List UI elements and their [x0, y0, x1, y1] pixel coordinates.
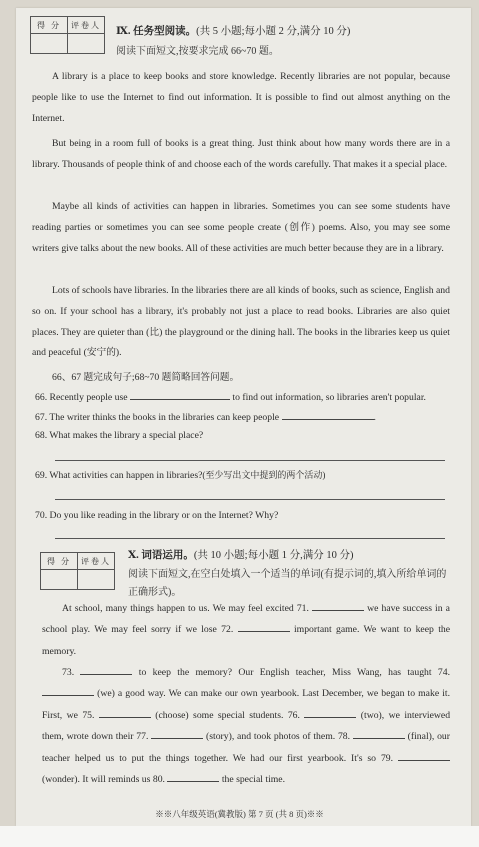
answer-blank-75[interactable] — [99, 707, 151, 718]
section-10-instruction: 阅读下面短文,在空白处填入一个适当的单词(有提示词的,填入所给单词的 — [128, 569, 447, 580]
answer-line-68[interactable] — [55, 460, 445, 461]
answer-blank-80[interactable] — [167, 771, 219, 782]
question-66: 66. Recently people use to find out information, so libraries aren't popular. — [35, 389, 426, 403]
cloze-paragraph-2: 73. to keep the memory? Our English teacher, Miss Wang, has taught 74. (we) a good way. We can make our own yearbook. Last December, we began to make it. First, we 75. (choose) some special students. 76. (two), we interviewed them, wrote down their 77. (story), and took photos of them. 78. (final), our teacher helped us to put the things together. We had our first yearbook. It's so 79. (wonder). It will reminds us 80. the special time. — [42, 662, 450, 790]
answer-line-70[interactable] — [55, 538, 445, 539]
answer-blank-76[interactable] — [304, 707, 356, 718]
question-70: 70. Do you like reading in the library or on the Internet? Why? — [35, 510, 279, 521]
grader-cell[interactable] — [78, 570, 115, 590]
section-9-title: Ⅸ. 任务型阅读。(共 5 小题;每小题 2 分,满分 10 分) — [116, 26, 351, 37]
answer-line-69[interactable] — [55, 499, 445, 500]
answer-blank-67[interactable] — [282, 409, 374, 420]
score-cell[interactable] — [31, 34, 68, 54]
answer-blank-66[interactable] — [130, 389, 230, 400]
score-box-section-9 — [30, 16, 105, 54]
passage-paragraph: Lots of schools have libraries. In the libraries there are all kinds of books, such as science, English and so on. If your school has a library, it's probably not just a place to read books. Libraries are also quiet places. They are quieter than (比) the playground or the dining hall. The books in the libraries keep us quiet and peaceful (安宁的). — [32, 285, 450, 359]
answer-blank-74[interactable] — [42, 685, 94, 696]
score-label: 得 分 — [41, 553, 78, 570]
question-69: 69. What activities can happen in libraries?(至少写出文中提到的两个活动) — [35, 470, 326, 481]
task-note: 66、67 题完成句子;68~70 题简略回答问题。 — [52, 372, 240, 383]
section-9-instruction: 阅读下面短文,按要求完成 66~70 题。 — [116, 46, 279, 57]
question-68: 68. What makes the library a special place? — [35, 430, 204, 441]
passage-paragraph: A library is a place to keep books and store knowledge. Recently libraries are not popular, because people like to use the Internet to find out information. It is possible to find out almost anything on the Internet. — [32, 71, 450, 124]
answer-blank-78[interactable] — [353, 728, 405, 739]
grader-label: 评卷人 — [68, 17, 105, 34]
question-67: 67. The writer thinks the books in the libraries can keep people . — [35, 409, 376, 423]
cloze-paragraph-1: At school, many things happen to us. We may feel excited 71. we have success in a school play. We may feel sorry if we lose 72. important game. We want to keep the memory. — [42, 598, 450, 662]
answer-blank-72[interactable] — [238, 621, 290, 632]
page-footer: ※※八年级英语(冀教版) 第 7 页 (共 8 页)※※ — [155, 809, 324, 819]
answer-blank-79[interactable] — [398, 750, 450, 761]
grader-cell[interactable] — [68, 34, 105, 54]
score-label: 得 分 — [31, 17, 68, 34]
passage-paragraph: Maybe all kinds of activities can happen in libraries. Sometimes you can see some students have reading parties or sometimes you can see some people create (创作) poems. Also, you may see some writers give talks about the new books. All of these activities are much better because they are in a library. — [32, 201, 450, 254]
grader-label: 评卷人 — [78, 553, 115, 570]
score-cell[interactable] — [41, 570, 78, 590]
answer-blank-77[interactable] — [151, 728, 203, 739]
passage-paragraph: But being in a room full of books is a great thing. Just think about how many words there are in a library. Thousands of people think of and choose each of the words carefully. That makes it a special place. — [32, 138, 450, 170]
answer-blank-73[interactable] — [80, 664, 132, 675]
section-10-instruction: 正确形式)。 — [128, 587, 182, 598]
section-10-title: Ⅹ. 词语运用。(共 10 小题;每小题 1 分,满分 10 分) — [128, 550, 354, 561]
bottom-margin — [0, 826, 479, 847]
answer-blank-71[interactable] — [312, 600, 364, 611]
score-box-section-10 — [40, 552, 115, 590]
